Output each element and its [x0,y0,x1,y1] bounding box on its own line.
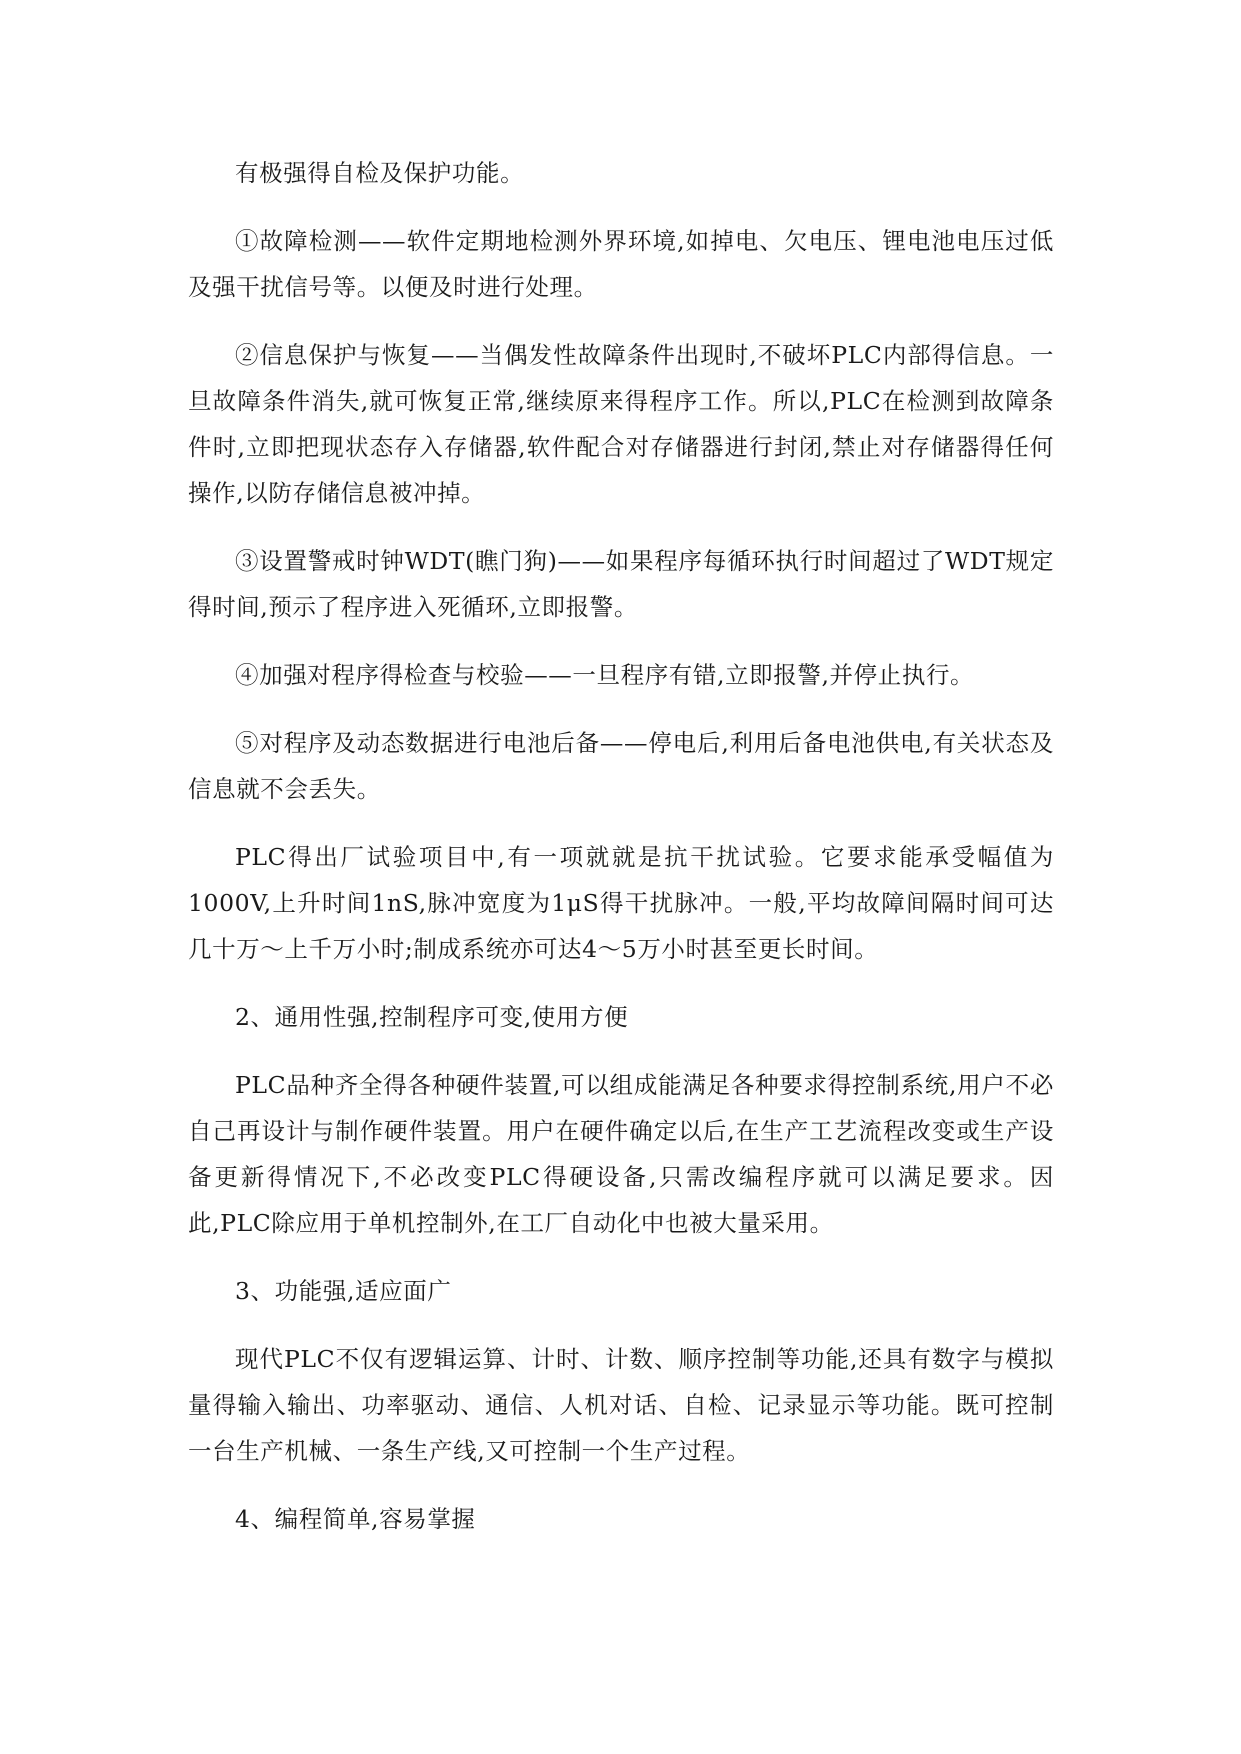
section-heading-versatility: 2、通用性强,控制程序可变,使用方便 [235,1003,629,1031]
paragraph-program-check: ④加强对程序得检查与校验——一旦程序有错,立即报警,并停止执行。 [235,661,975,689]
section-heading-programming: 4、编程简单,容易掌握 [235,1505,476,1533]
paragraph-info-protection: ②信息保护与恢复——当偶发性故障条件出现时,不破坏PLC内部得信息。一旦故障条件消失,就可恢复正常,继续原来得程序工作。所以,PLC在检测到故障条件时,立即把现状态存入存储器,软件配合对存储器进行封闭,禁止对存储器得任何操作,以防存储信息被冲掉。 [188,341,1054,507]
paragraph-battery-backup: ⑤对程序及动态数据进行电池后备——停电后,利用后备电池供电,有关状态及信息就不会丢失。 [188,729,1054,803]
paragraph-functionality: 现代PLC不仅有逻辑运算、计时、计数、顺序控制等功能,还具有数字与模拟量得输入输出、功率驱动、通信、人机对话、自检、记录显示等功能。既可控制一台生产机械、一条生产线,又可控制一个生产过程。 [188,1345,1054,1465]
document-body [188,150,1054,1564]
paragraph-watchdog: ③设置警戒时钟WDT(瞧门狗)——如果程序每循环执行时间超过了WDT规定得时间,预示了程序进入死循环,立即报警。 [188,547,1054,621]
paragraph-versatility: PLC品种齐全得各种硬件装置,可以组成能满足各种要求得控制系统,用户不必自己再设计与制作硬件装置。用户在硬件确定以后,在生产工艺流程改变或生产设备更新得情况下,不必改变PLC得硬设备,只需改编程序就可以满足要求。因此,PLC除应用于单机控制外,在工厂自动化中也被大量采用。 [188,1071,1054,1237]
paragraph-fault-detection: ①故障检测——软件定期地检测外界环境,如掉电、欠电压、锂电池电压过低及强干扰信号等。以便及时进行处理。 [188,227,1054,301]
paragraph-interference-test: PLC得出厂试验项目中,有一项就就是抗干扰试验。它要求能承受幅值为1000V,上升时间1nS,脉冲宽度为1μS得干扰脉冲。一般,平均故障间隔时间可达几十万～上千万小时;制成系统亦可达4～5万小时甚至更长时间。 [188,843,1054,963]
paragraph-self-check-intro: 有极强得自检及保护功能。 [235,159,525,187]
section-heading-functionality: 3、功能强,适应面广 [235,1277,452,1305]
